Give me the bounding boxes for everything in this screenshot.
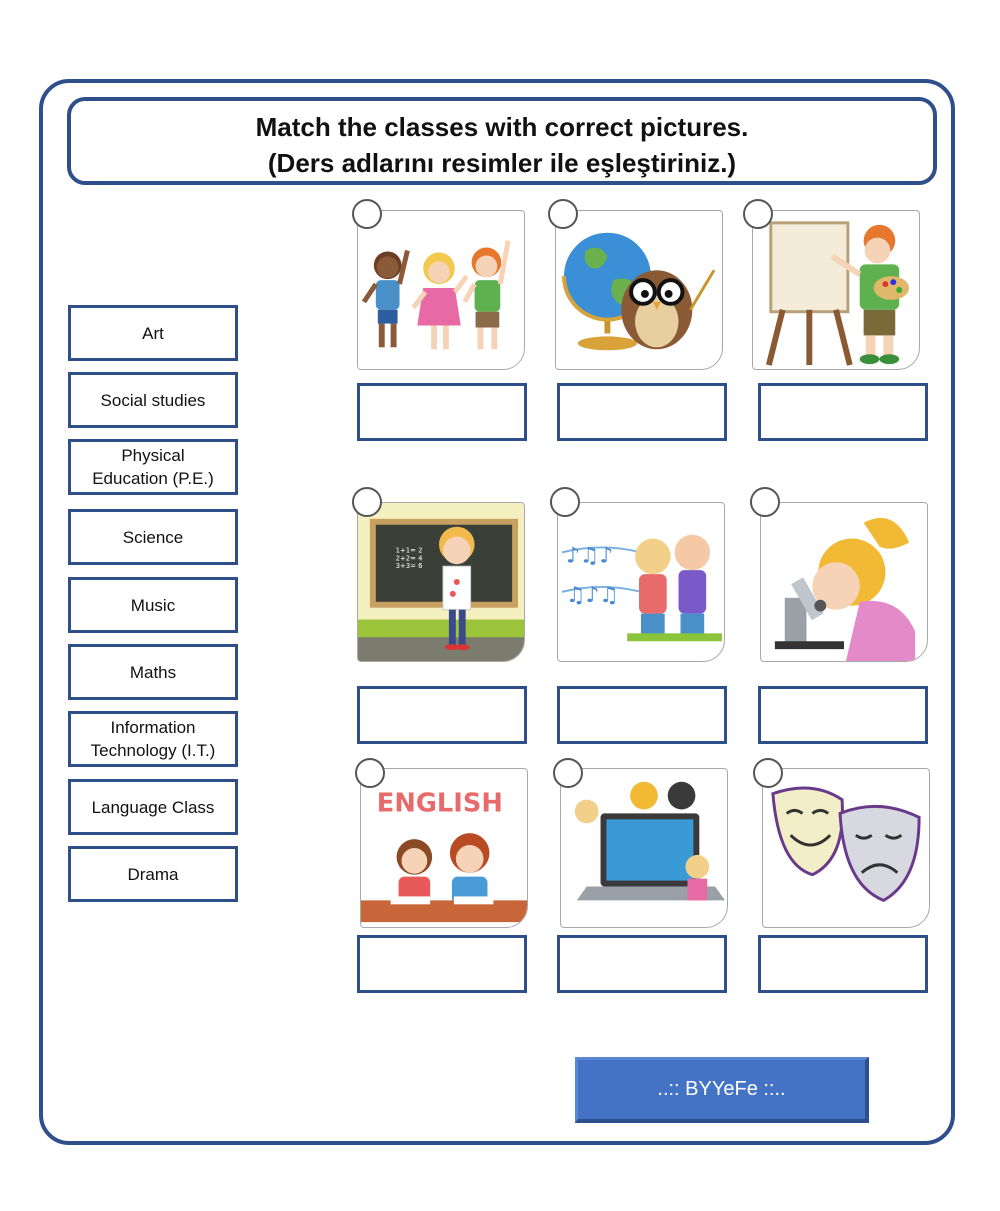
answer-box-8[interactable] [557, 935, 727, 993]
label-social-studies[interactable]: Social studies [68, 372, 238, 428]
picture-card-4 [357, 502, 525, 662]
label-music[interactable]: Music [68, 577, 238, 633]
answer-box-6[interactable] [758, 686, 928, 744]
answer-box-5[interactable] [557, 686, 727, 744]
answer-box-4[interactable] [357, 686, 527, 744]
blackboard-line-1: 1+1= 2 [395, 546, 423, 555]
instruction-subtitle: (Ders adlarını resimler ile eşleştiriniz.) [267, 148, 737, 178]
instruction-header [67, 97, 937, 185]
picture-radio-7[interactable] [355, 758, 385, 788]
blackboard-line-2: 2+2= 4 [395, 554, 423, 563]
label-drama[interactable]: Drama [68, 846, 238, 902]
picture-radio-1[interactable] [352, 199, 382, 229]
english-word: ENGLISH [376, 788, 503, 819]
answer-box-3[interactable] [758, 383, 928, 441]
picture-card-9 [762, 768, 930, 928]
children-singing-icon [558, 503, 724, 661]
label-language-class[interactable]: Language Class [68, 779, 238, 835]
picture-radio-9[interactable] [753, 758, 783, 788]
girl-microscope-icon [761, 503, 927, 661]
picture-card-7 [360, 768, 528, 928]
blackboard-line-3: 3+3= 6 [395, 562, 423, 571]
instruction-title: Match the classes with correct pictures. [255, 112, 749, 142]
answer-box-1[interactable] [357, 383, 527, 441]
picture-radio-6[interactable] [750, 487, 780, 517]
picture-radio-2[interactable] [548, 199, 578, 229]
globe-owl-icon [556, 211, 722, 369]
picture-radio-3[interactable] [743, 199, 773, 229]
children-laptop-icon [561, 769, 727, 927]
label-maths[interactable]: Maths [68, 644, 238, 700]
teacher-blackboard-icon [358, 503, 524, 661]
picture-card-1 [357, 210, 525, 370]
children-exercising-icon [358, 211, 524, 369]
boy-painting-icon [753, 211, 919, 369]
credit-text: ..:: BYYeFe ::.. [657, 1078, 786, 1100]
label-art[interactable]: Art [68, 305, 238, 361]
english-class-icon [361, 769, 527, 927]
answer-box-7[interactable] [357, 935, 527, 993]
credit-badge [575, 1057, 869, 1123]
picture-radio-4[interactable] [352, 487, 382, 517]
picture-card-2 [555, 210, 723, 370]
label-science[interactable]: Science [68, 509, 238, 565]
svg-text:♪♫♪: ♪♫♪ [565, 543, 614, 569]
label-physical-education[interactable]: Physical Education (P.E.) [68, 439, 238, 495]
label-information-technology[interactable]: Information Technology (I.T.) [68, 711, 238, 767]
drama-masks-icon [763, 769, 929, 927]
picture-radio-8[interactable] [553, 758, 583, 788]
answer-box-2[interactable] [557, 383, 727, 441]
answer-box-9[interactable] [758, 935, 928, 993]
picture-card-8 [560, 768, 728, 928]
picture-card-5 [557, 502, 725, 662]
svg-text:♫♪♫: ♫♪♫ [565, 582, 619, 608]
picture-radio-5[interactable] [550, 487, 580, 517]
picture-card-3 [752, 210, 920, 370]
picture-card-6 [760, 502, 928, 662]
